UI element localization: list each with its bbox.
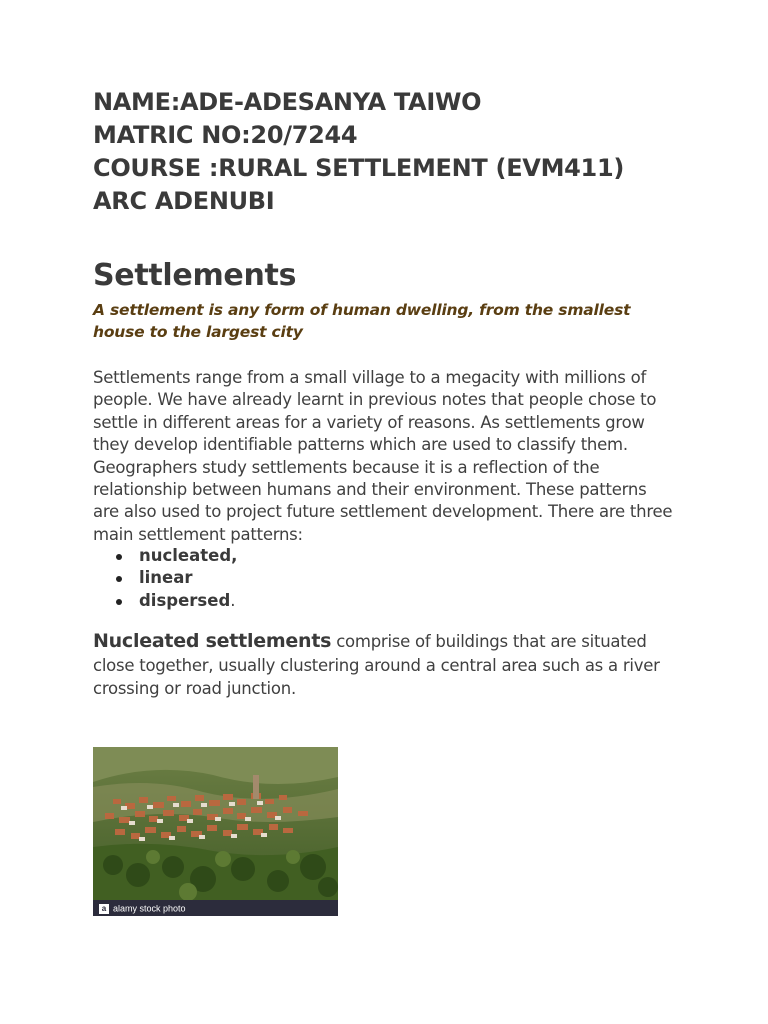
- list-item: [93, 567, 237, 589]
- village-photo: [93, 747, 338, 916]
- bullet-icon: [116, 576, 122, 582]
- lecturer-name: ARC ADENUBI: [93, 187, 275, 215]
- nucleated-paragraph: [93, 630, 673, 701]
- bullet-icon: [116, 599, 122, 605]
- pattern-linear: linear: [139, 568, 193, 588]
- pattern-suffix: .: [230, 590, 236, 610]
- student-header: [93, 86, 624, 218]
- student-name: NAME:ADE-ADESANYA TAIWO: [93, 88, 482, 116]
- list-item: [93, 545, 237, 567]
- list-item: [93, 590, 237, 612]
- nucleated-description: comprise of buildings that are situated close together, usually clustering around a central area such as a river crossing or road junction.: [93, 632, 660, 698]
- pattern-dispersed: dispersed: [139, 590, 231, 610]
- settlement-patterns-list: [93, 545, 237, 612]
- nucleated-term: Nucleated settlements: [93, 630, 332, 652]
- matric-number: MATRIC NO:20/7244: [93, 121, 358, 149]
- section-title: Settlements: [93, 258, 297, 293]
- pattern-nucleated: nucleated,: [139, 546, 238, 565]
- photo-caption: alamy stock photo: [113, 903, 186, 914]
- body-paragraph: Settlements range from a small village to a megacity with millions of people. We have already learnt in previous notes that people chose to settle in different areas for a variety of reasons. As settlements grow they develop identifiable patterns which are used to classify them. Geographers study settlements because it is a reflection of the relationship between humans and their environment. These patterns are also used to project future settlement development. There are three main settlement patterns:: [93, 368, 673, 544]
- lead-definition: A settlement is any form of human dwelling, from the smallest house to the largest city: [93, 301, 631, 341]
- stock-photo-logo-icon: a: [99, 904, 109, 914]
- bullet-icon: [116, 554, 122, 560]
- course-title: COURSE :RURAL SETTLEMENT (EVM411): [93, 154, 625, 182]
- photo-caption-bar: [93, 900, 338, 916]
- village-landscape-image: [93, 747, 338, 916]
